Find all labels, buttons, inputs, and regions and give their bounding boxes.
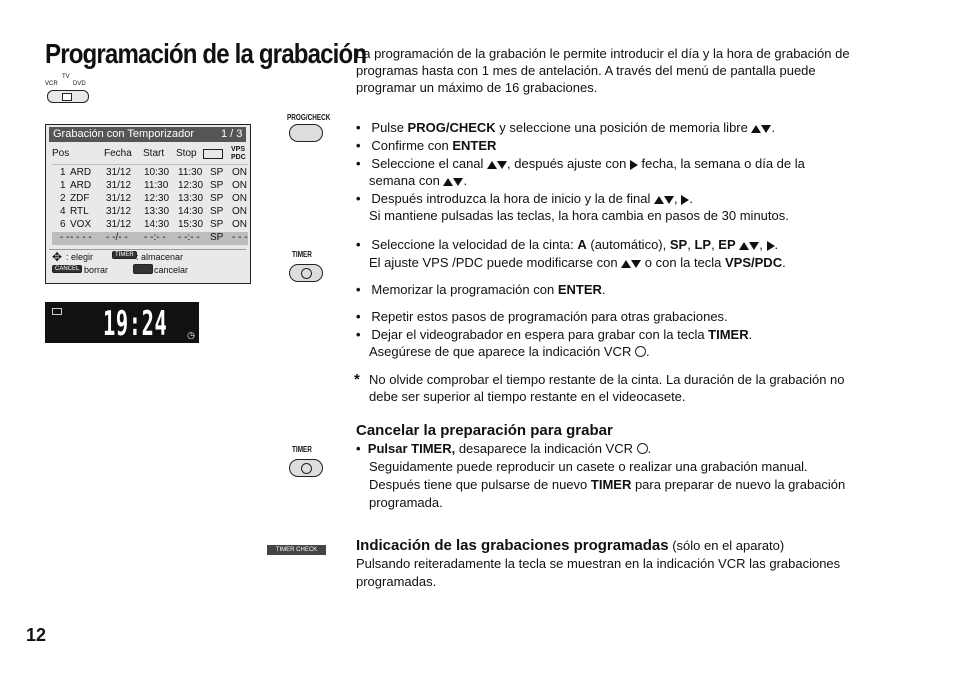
cell-stop: 11:30	[178, 167, 203, 178]
cell-stop: 13:30	[178, 193, 204, 204]
page-number: 12	[26, 625, 47, 645]
legend-borrar: : borrar	[79, 265, 109, 275]
timer-key-icon: TIMER	[112, 251, 137, 259]
table-row[interactable]	[52, 232, 248, 245]
down-arrow-icon	[497, 161, 507, 169]
down-arrow-icon	[749, 242, 759, 250]
front-panel-display	[45, 302, 199, 343]
timer-recording-osd	[45, 124, 251, 284]
cell-vps: - - -	[232, 232, 248, 243]
timer-button-1[interactable]	[289, 264, 323, 282]
right-arrow-icon	[767, 241, 775, 251]
cell-ch: - - - -	[70, 232, 92, 243]
legend-cancelar: : cancelar	[149, 265, 189, 275]
cell-ch: ZDF	[70, 193, 90, 204]
osd-header	[49, 127, 246, 142]
note-star: *	[354, 371, 360, 388]
intro-line-1: La programación de la grabación le permite introducir el día y la hora de grabación de	[356, 46, 850, 61]
col-vps: VPS	[231, 146, 246, 153]
cell-speed: SP	[210, 167, 224, 178]
osd-legend	[49, 249, 246, 280]
cassette-indicator-icon	[52, 308, 62, 315]
up-arrow-icon	[621, 260, 631, 268]
prog-check-button[interactable]	[289, 124, 323, 142]
switch-tv-label: TV	[62, 74, 70, 80]
step-5: • Seleccione la velocidad de la cinta: A (automático), SP, LP, EP , .	[356, 237, 779, 252]
cell-vps: ON	[232, 167, 247, 178]
cancel-line-1: • Pulsar TIMER, desaparece la indicación VCR .	[356, 441, 652, 456]
note-line-1: No olvide comprobar el tiempo restante de la cinta. La duración de la grabación no	[369, 372, 845, 387]
step-3: • Seleccione el canal , después ajuste con fecha, la semana o día de la	[356, 156, 805, 171]
up-arrow-icon	[739, 242, 749, 250]
cell-speed: SP	[210, 180, 224, 191]
cell-speed: SP	[210, 232, 224, 243]
cell-stop: 14:30	[178, 206, 204, 217]
indication-heading-line: Indicación de las grabaciones programadas (sólo en el aparato)	[356, 537, 785, 554]
legend-almacenar: : almacenar	[136, 252, 184, 262]
cell-stop: 15:30	[178, 219, 204, 230]
col-start: Start	[143, 148, 165, 159]
cell-start: 11:30	[144, 180, 169, 191]
switch-body	[47, 90, 89, 103]
step-3-cont: semana con .	[369, 173, 468, 188]
osd-table	[52, 164, 248, 249]
display-clock: 19:24	[103, 304, 168, 344]
col-pos: Pos	[52, 148, 70, 159]
up-arrow-icon	[751, 125, 761, 133]
cancel-line-4: programada.	[369, 495, 443, 510]
indication-heading: Indicación de las grabaciones programadas	[356, 537, 669, 554]
up-arrow-icon	[654, 196, 664, 204]
step-8: • Dejar el videograbador en espera para grabar con la tecla TIMER.	[356, 327, 753, 342]
osd-column-headers	[46, 146, 250, 162]
indication-line-2: programadas.	[356, 574, 437, 589]
timer-button-2[interactable]	[289, 459, 323, 477]
cell-fecha: 31/12	[106, 193, 132, 204]
clock-icon	[635, 346, 646, 357]
cell-vps: ON	[232, 180, 247, 191]
down-arrow-icon	[761, 125, 771, 133]
table-row[interactable]	[52, 193, 248, 206]
clock-icon	[301, 463, 312, 474]
cell-stop: 12:30	[178, 180, 204, 191]
col-pdc: PDC	[231, 154, 246, 161]
cell-pos: 1	[60, 180, 66, 191]
down-arrow-icon	[453, 178, 463, 186]
cell-pos: 6	[60, 219, 66, 230]
cassette-icon	[203, 149, 223, 159]
switch-dvd-label: DVD	[73, 81, 86, 87]
osd-header-title: Grabación con Temporizador	[53, 128, 195, 140]
table-row[interactable]	[52, 180, 248, 193]
indication-line-1: Pulsando reiteradamente la tecla se muestran en la indicación VCR las grabaciones	[356, 556, 841, 571]
switch-vcr-label: VCR	[45, 81, 58, 87]
cancel-key-icon: CANCEL	[52, 265, 82, 273]
cell-ch: RTL	[70, 206, 89, 217]
cell-ch: VOX	[70, 219, 92, 230]
clock-icon	[301, 268, 312, 279]
up-arrow-icon	[487, 161, 497, 169]
cell-fecha: 31/12	[106, 180, 132, 191]
down-arrow-icon	[664, 196, 674, 204]
table-row[interactable]	[52, 219, 248, 232]
cell-start: 14:30	[144, 219, 170, 230]
right-arrow-icon	[681, 195, 689, 205]
up-arrow-icon	[443, 178, 453, 186]
step-1: • Pulse PROG/CHECK y seleccione una posición de memoria libre .	[356, 120, 776, 135]
osd-header-page: 1 / 3	[221, 128, 243, 140]
clock-icon	[637, 443, 648, 454]
table-row[interactable]	[52, 206, 248, 219]
step-7: • Repetir estos pasos de programación para otras grabaciones.	[356, 309, 728, 324]
cell-stop: - -:- -	[178, 232, 200, 243]
cell-start: 13:30	[144, 206, 170, 217]
col-fecha: Fecha	[104, 148, 132, 159]
intro-line-2: programas hasta con 1 mes de antelación. A través del menú de pantalla puede	[356, 63, 816, 78]
timer-clock-icon: ◷	[187, 330, 195, 340]
step-6: • Memorizar la programación con ENTER.	[356, 282, 606, 297]
prog-check-label: PROG/CHECK	[287, 113, 331, 122]
intro-line-3: programar un máximo de 16 grabaciones.	[356, 80, 598, 95]
cell-ch: ARD	[70, 180, 92, 191]
step-4: • Después introduzca la hora de inicio y la de final , .	[356, 191, 693, 206]
down-arrow-icon	[631, 260, 641, 268]
cell-start: - -:- -	[144, 232, 166, 243]
cell-fecha: 31/12	[106, 206, 132, 217]
cell-ch: ARD	[70, 167, 92, 178]
cell-vps: ON	[232, 206, 247, 217]
cell-pos: 1	[60, 167, 66, 178]
note-line-2: debe ser superior al tiempo restante en el videocasete.	[369, 389, 686, 404]
cell-fecha: 31/12	[106, 167, 132, 178]
timer-check-button[interactable]: TIMER CHECK	[267, 545, 326, 555]
page-title: Programación de la grabación	[45, 38, 367, 69]
table-row[interactable]	[52, 167, 248, 180]
cell-speed: SP	[210, 219, 224, 230]
right-arrow-icon	[630, 160, 638, 170]
source-switch-illustration	[45, 74, 91, 104]
cell-pos: 4	[60, 206, 66, 217]
cell-vps: ON	[232, 193, 247, 204]
step-2: • Confirme con ENTER	[356, 138, 497, 153]
cell-speed: SP	[210, 206, 224, 217]
cell-fecha: - -/- -	[106, 232, 128, 243]
col-stop: Stop	[176, 148, 197, 159]
timer-label-2: TIMER	[292, 445, 312, 454]
cell-speed: SP	[210, 193, 224, 204]
step-4-note: Si mantiene pulsadas las teclas, la hora cambia en pasos de 30 minutos.	[369, 208, 789, 223]
arrows-icon: ✥	[52, 250, 63, 264]
step-8-note: Asegúrese de que aparece la indicación VCR .	[369, 344, 650, 359]
timer-label-1: TIMER	[292, 250, 312, 259]
cell-start: 10:30	[144, 167, 170, 178]
switch-knob	[62, 93, 72, 101]
cell-start: 12:30	[144, 193, 170, 204]
cancel-line-3: Después tiene que pulsarse de nuevo TIMER para preparar de nuevo la grabación	[369, 477, 846, 492]
cell-vps: ON	[232, 219, 247, 230]
cell-pos: 2	[60, 193, 66, 204]
cell-fecha: 31/12	[106, 219, 132, 230]
cancel-heading: Cancelar la preparación para grabar	[356, 422, 613, 439]
cancel-line-2: Seguidamente puede reproducir un casete o realizar una grabación manual.	[369, 459, 808, 474]
legend-elegir: : elegir	[66, 252, 94, 262]
step-5-note: El ajuste VPS /PDC puede modificarse con o con la tecla VPS/PDC.	[369, 255, 786, 270]
cell-pos: - -	[60, 232, 70, 243]
